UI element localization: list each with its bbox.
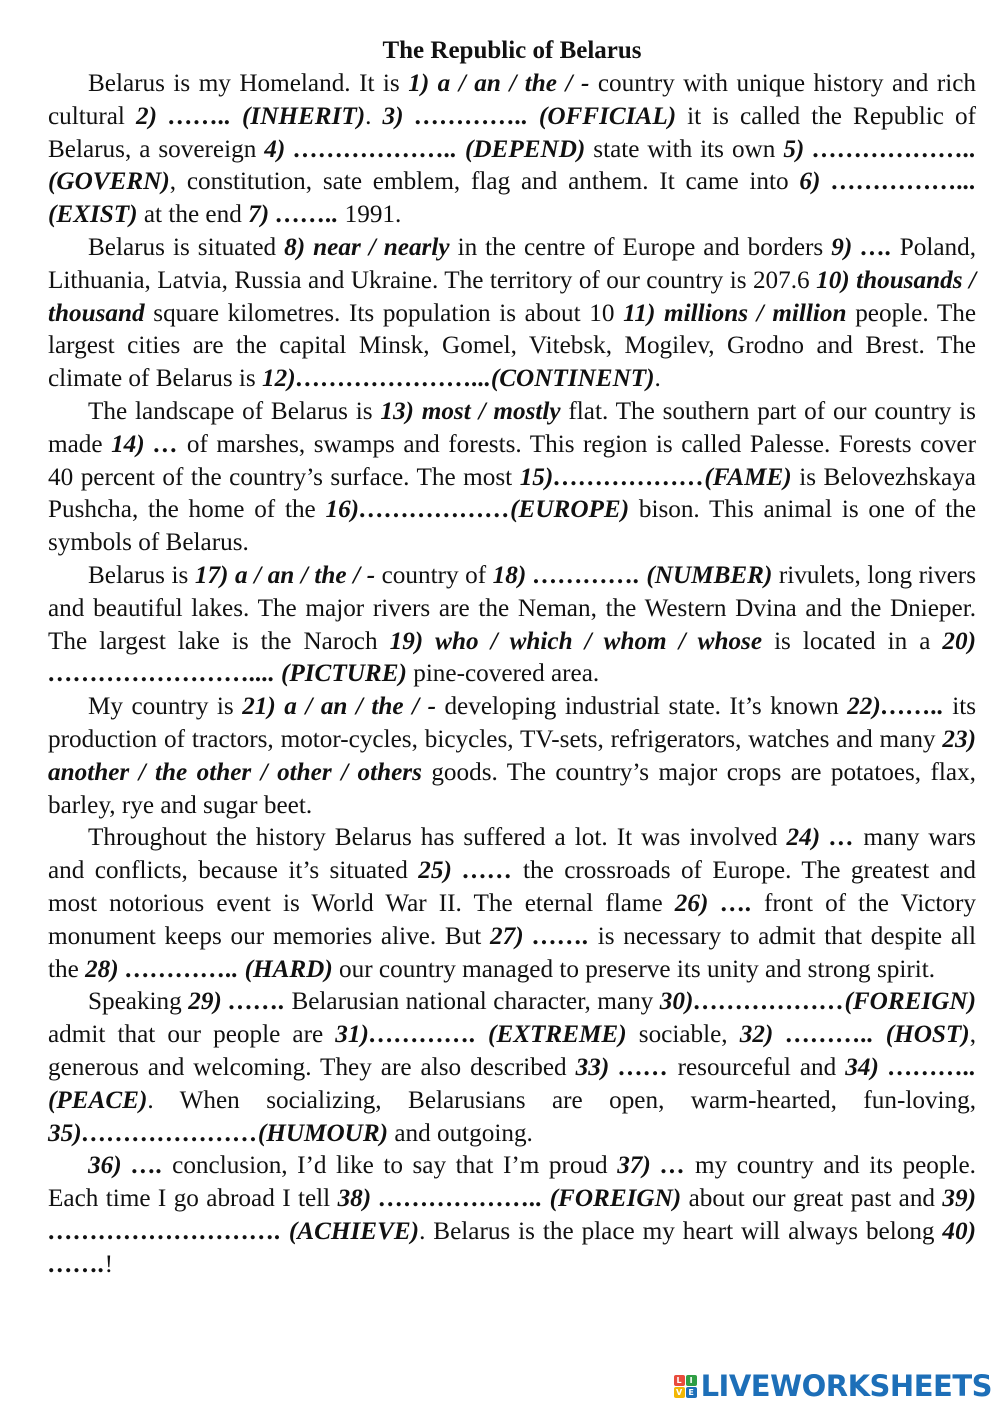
exercise-gap: 34) ……….. (PEACE) [48,1053,976,1114]
exercise-gap: 13) most / mostly [380,397,561,425]
paragraph-text: admit that our people are [48,1021,336,1049]
paragraph [48,68,976,232]
paragraph-text: many wars and conflicts, because it’s situated [48,824,976,885]
paragraph [48,986,976,1150]
exercise-gap: 11) millions / million [623,299,847,327]
paragraph-text: Poland, Lithuania, Latvia, Russia and Ukraine. The territory of our country is 207.6 [48,233,977,294]
exercise-gap: 39) ………………………. (ACHIEVE) [48,1185,976,1245]
exercise-gap: 17) a / an / the / - [194,561,376,589]
paragraph-text: . Belarus is the place my heart will always belong [419,1217,943,1245]
paragraph-text: at the end [137,201,249,229]
paragraph-text: square kilometres. Its population is about 10 [144,299,624,327]
exercise-gap: 23) another / the other / other / others [48,725,976,786]
exercise-gap: 12)…………………...(CONTINENT) [262,365,655,393]
exercise-gap: 3) ………….. (OFFICIAL) [382,102,677,130]
paragraph-text: ! [104,1250,114,1278]
paragraph-text: and outgoing. [388,1119,533,1147]
paragraph-text: in the centre of Europe and borders [449,233,832,261]
exercise-gap: 4) ……………….. (DEPEND) [264,135,586,163]
paragraph-text: its production of tractors, motor-cycles, bicycles, TV-sets, refrigerators, watches and many [48,693,977,753]
logo-text: LIVEWORKSHEETS [700,1369,992,1403]
paragraph-text: about our great past and [681,1185,943,1213]
liveworksheets-logo [674,1369,992,1403]
exercise-gap: 21) a / an / the / - [242,693,436,721]
paragraph-text: country of [375,561,493,589]
paragraph-text: , constitution, sate emblem, flag and anthem. It came into [169,168,800,196]
paragraph-text: , generous and welcoming. They are also described [48,1021,976,1081]
paragraph-text: is necessary to admit that despite all the [48,922,977,983]
exercise-gap: 7) …….. [248,201,345,229]
exercise-gap: 40) ……. [48,1217,976,1278]
paragraph-text: country with unique history and rich cultural [48,70,976,130]
paragraph-text: my country and its people. Each time I go abroad I tell [48,1152,976,1213]
exercise-gap: 10) thousands / thousand [48,266,976,327]
paragraph [48,691,976,822]
exercise-gap: 16)………………(EUROPE) [325,496,630,524]
exercise-gap: 32) ……….. (HOST) [739,1021,970,1049]
paragraph-text: Throughout the history Belarus has suffered a lot. It was involved [88,824,787,852]
paragraph-text: resourceful and [668,1053,846,1081]
exercise-gap: 38) ……………….. (FOREIGN) [337,1185,682,1213]
paragraph-text: developing industrial state. It’s known [435,693,848,721]
paragraph-text: conclusion, I’d like to say that I’m proud [162,1152,618,1180]
exercise-gap: 27) ……. [490,922,589,950]
worksheet-text [48,68,976,1281]
exercise-gap: 33) …… [575,1053,669,1081]
paragraph-text: sociable, [626,1021,740,1049]
paragraph [48,396,976,560]
exercise-gap: 31)…………. (EXTREME) [335,1021,627,1049]
paragraph-text: is Belovezhskaya Pushcha, the home of the [48,463,976,524]
logo-mark-cell: I [686,1375,697,1386]
exercise-gap: 18) …………. (NUMBER) [492,561,773,589]
paragraph-text: people. The largest cities are the capital Minsk, Gomel, Vitebsk, Mogilev, Grodno and Brest. The climate of Belarus is [48,299,977,393]
exercise-gap: 26) …. [674,889,752,917]
paragraph-text: . [365,102,383,130]
liveworksheets-logo-mark-icon [674,1375,697,1398]
paragraph-text: Belarus is [88,561,195,589]
logo-mark-cell: E [686,1387,697,1398]
exercise-gap: 35)…………………(HUMOUR) [48,1119,389,1147]
logo-mark-cell: V [674,1387,685,1398]
exercise-gap: 20) …………………….... (PICTURE) [48,627,976,688]
exercise-gap: 9) …. [831,233,892,261]
exercise-gap: 6) ……………... (EXIST) [48,168,977,229]
exercise-gap: 24) … [786,824,855,852]
paragraph-text: state with its own [585,135,784,163]
worksheet [48,36,976,1281]
paragraph-text: is located in a [762,627,943,655]
paragraph [48,822,976,986]
paragraph-text: Belarus is my Homeland. It is [88,70,409,97]
exercise-gap: 2) …….. (INHERIT) [135,102,366,130]
paragraph-text: Speaking [88,988,189,1016]
paragraph-text: . [654,365,661,393]
exercise-gap: 30)………………(FOREIGN) [659,988,976,1016]
paragraph [48,1150,976,1281]
exercise-gap: 5) ……………….. (GOVERN) [48,135,977,196]
paragraph [48,232,976,396]
paragraph-text: of marshes, swamps and forests. This region is called Palesse. Forests cover 40 percent of the country’s surface. The most [48,430,976,491]
paragraph-text: Belarus is situated [88,233,285,261]
paragraph-text: pine-covered area. [406,660,600,688]
exercise-gap: 1) a / an / the / - [408,70,590,97]
exercise-gap: 28) ………….. (HARD) [85,955,333,983]
paragraph-text: 1991. [344,201,402,229]
paragraph-text: The landscape of Belarus is [88,397,381,425]
paragraph-text: bison. This animal is one of the symbols of Belarus. [48,496,976,557]
paragraph-text: front of the Victory monument keeps our memories alive. But [48,889,976,950]
paragraph-text: the crossroads of Europe. The greatest and most notorious event is World War II. The eternal flame [48,857,976,917]
exercise-gap: 14) … [111,430,179,458]
page-title: The Republic of Belarus [382,37,642,64]
paragraph-text: . When socializing, Belarusians are open, warm-hearted, fun-loving, [147,1086,976,1114]
paragraph-text: Belarusian national character, many [284,988,660,1016]
paragraph-text: it is called the Republic of Belarus, a sovereign [48,102,976,163]
exercise-gap: 15)………………(FAME) [519,463,792,491]
exercise-gap: 19) who / which / whom / whose [389,627,763,655]
exercise-gap: 37) … [617,1152,686,1180]
paragraph-text: My country is [88,693,243,721]
paragraph-text: goods. The country’s major crops are potatoes, flax, barley, rye and sugar beet. [48,758,976,819]
logo-mark-cell: L [674,1375,685,1386]
exercise-gap: 36) …. [88,1152,163,1180]
paragraph-text: our country managed to preserve its unity and strong spirit. [332,955,936,983]
exercise-gap: 29) ……. [188,988,285,1016]
paragraph [48,560,976,691]
exercise-gap: 8) near / nearly [284,233,450,261]
exercise-gap: 22)…….. [847,693,944,721]
exercise-gap: 25) …… [418,857,513,885]
paragraph-text: flat. The southern part of our country is made [48,397,976,458]
paragraph-text: rivulets, long rivers and beautiful lakes. The major rivers are the Neman, the Western Dvina and the Dnieper. The largest lake is the Naroch [48,561,976,655]
